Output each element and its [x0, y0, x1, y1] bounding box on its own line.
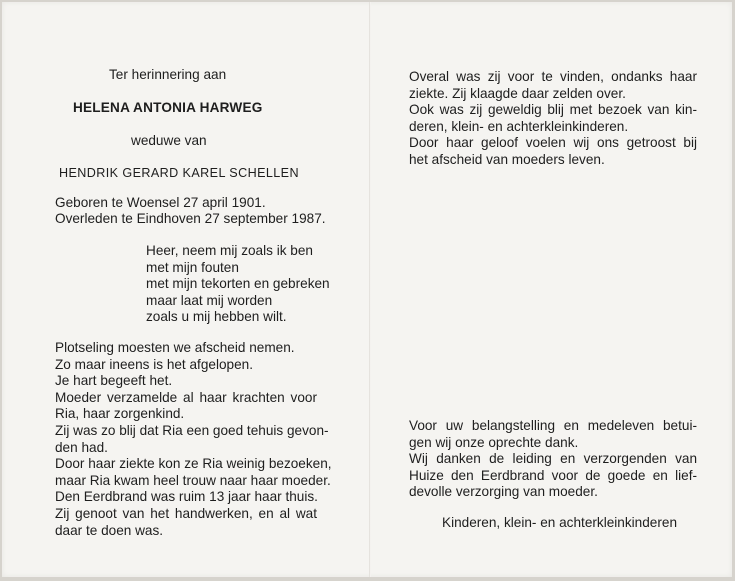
story-line: Den Eerdbrand was ruim 13 jaar haar thuis.: [55, 489, 318, 505]
memorial-card: [2, 2, 732, 577]
story-line: Zij was zo blij dat Ria een goed tehuis gevon-: [55, 422, 329, 438]
story-line: Moeder verzamelde al haar krachten voor: [55, 389, 317, 405]
spouse-name: HENDRIK GERARD KAREL SCHELLEN: [59, 166, 299, 180]
poem-line: Heer, neem mij zoals ik ben: [146, 243, 313, 258]
paragraph-line: ziekte. Zij klaagde daar zelden over.: [409, 85, 626, 101]
story-line: Plotseling moesten we afscheid nemen.: [55, 340, 295, 355]
thanks-line: devolle verzorging van moeder.: [409, 484, 598, 500]
paragraph-line: het afscheid van moeders leven.: [409, 151, 605, 167]
poem-line: zoals u mij hebben wilt.: [146, 309, 287, 325]
story-paragraph: [55, 340, 332, 539]
story-line: den had.: [55, 439, 108, 455]
story-line: Door haar ziekte kon ze Ria weinig bezoeken,: [55, 456, 332, 472]
story-line: Zij genoot van het handwerken, en al wat: [55, 505, 317, 521]
poem: [146, 243, 330, 326]
birth-line: Geboren te Woensel 27 april 1901.: [55, 195, 266, 210]
relation-text: weduwe van: [131, 133, 207, 148]
right-top-paragraph: [409, 69, 697, 169]
paragraph-line: Ook was zij geweldig blij met bezoek van kin-: [409, 102, 697, 118]
thanks-line: Huize den Eerdbrand voor de goede en lief-: [409, 467, 697, 483]
thanks-line: Wij danken de leiding en verzorgenden van: [409, 451, 697, 467]
paragraph-line: Overal was zij voor te vinden, ondanks haar: [409, 69, 697, 84]
thanks-line: Voor uw belangstelling en medeleven betui-: [409, 418, 697, 433]
story-line: daar te doen was.: [55, 522, 164, 538]
card-fold: [369, 2, 371, 577]
story-line: Zo maar ineens is het afgelopen.: [55, 356, 253, 372]
paragraph-line: deren, klein- en achterkleinkinderen.: [409, 118, 629, 134]
card-header: Ter herinnering aan: [109, 67, 227, 82]
thanks-line: gen wij onze oprechte dank.: [409, 434, 579, 450]
signature: Kinderen, klein- en achterkleinkinderen: [442, 515, 678, 530]
poem-line: met mijn fouten: [146, 259, 239, 275]
story-line: Je hart begeeft het.: [55, 373, 173, 389]
story-line: Ria, haar zorgenkind.: [55, 406, 185, 422]
death-line: Overleden te Eindhoven 27 september 1987.: [55, 211, 326, 226]
poem-line: maar laat mij worden: [146, 292, 273, 308]
thanks-paragraph: [409, 418, 697, 501]
paragraph-line: Door haar geloof voelen wij ons getroost bij: [409, 135, 697, 151]
poem-line: met mijn tekorten en gebreken: [146, 276, 330, 292]
story-line: maar Ria kwam heel trouw naar haar moeder.: [55, 472, 331, 488]
deceased-name: HELENA ANTONIA HARWEG: [73, 100, 263, 115]
